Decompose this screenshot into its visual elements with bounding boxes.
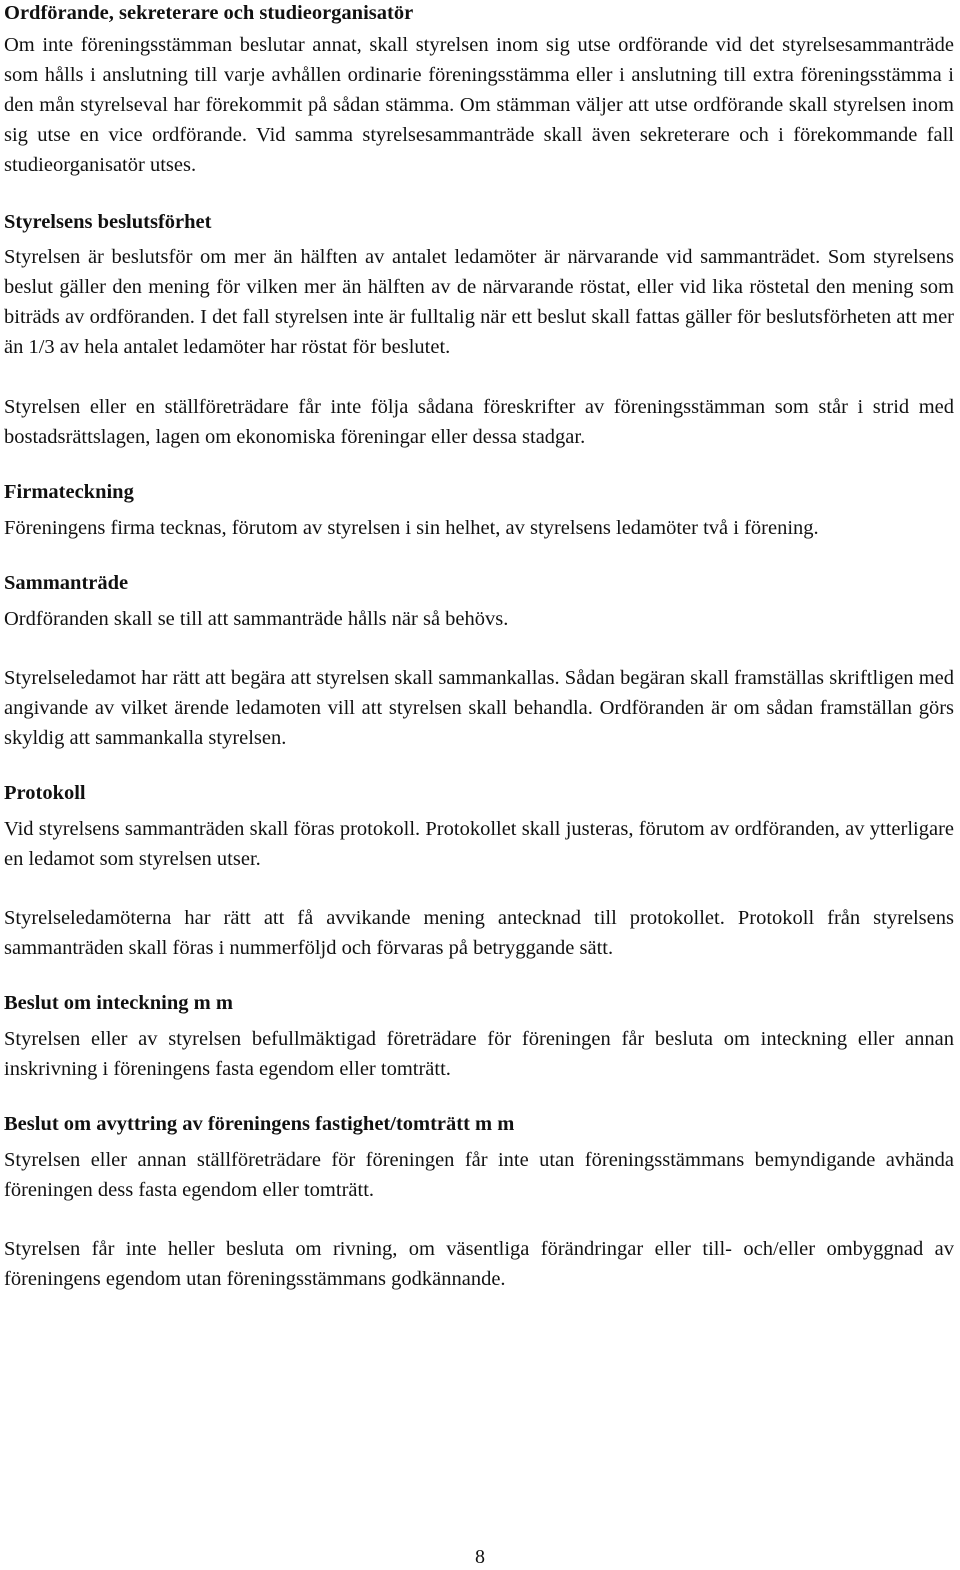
section-ordforande (4, 0, 954, 180)
paragraph: Ordföranden skall se till att sammanträde hålls när så behövs. (4, 608, 509, 630)
section-beslutsforhet (4, 207, 954, 452)
section-heading: Ordförande, sekreterare och studieorganisatör (4, 2, 414, 24)
page-number: 8 (475, 1546, 485, 1568)
section-protokoll (4, 778, 954, 963)
paragraph: Styrelsen eller av styrelsen befullmäktigad företrädare för föreningen får besluta om inteckning eller annan inskrivning i föreningens fasta egendom eller tomträtt. (4, 1028, 954, 1080)
paragraph: Styrelsen får inte heller besluta om rivning, om väsentliga förändringar eller till- och/eller ombyggnad av föreningens egendom utan föreningsstämmans godkännande. (4, 1238, 954, 1290)
section-inteckning (4, 988, 954, 1084)
paragraph: Styrelseledamot har rätt att begära att styrelsen skall sammankallas. Sådan begäran skall framställas skriftligen med angivande av vilket ärende ledamoten vill att styrelsen skall behandla. Ordföranden är om sådan framställan görs skyldig att sammankalla styrelsen. (4, 667, 954, 749)
paragraph: Om inte föreningsstämman beslutar annat, skall styrelsen inom sig utse ordförande vid det styrelsesammanträde som hålls i anslutning till varje avhållen ordinarie föreningsstämma eller i anslutning till extra föreningsstämma i den mån styrelseval har förekommit på sådan stämma. Om stämman väljer att utse ordförande skall styrelsen inom sig utse en vice ordförande. Vid samma styrelsesammanträde skall även sekreterare och i förekommande fall studieorganisatör utses. (4, 34, 954, 176)
section-heading: Beslut om avyttring av föreningens fastighet/tomträtt m m (4, 1113, 515, 1135)
section-sammantrade (4, 568, 954, 753)
paragraph: Styrelseledamöterna har rätt att få avvikande mening antecknad till protokollet. Protokoll från styrelsens sammanträden skall föras i nummerföljd och förvaras på betryggande sätt. (4, 907, 954, 959)
paragraph: Vid styrelsens sammanträden skall föras protokoll. Protokollet skall justeras, förutom av ordföranden, av ytterligare en ledamot som styrelsen utser. (4, 818, 954, 870)
section-avyttring (4, 1109, 954, 1294)
section-heading: Sammanträde (4, 572, 129, 594)
paragraph: Styrelsen eller en ställföreträdare får inte följa sådana föreskrifter av föreningsstämman som står i strid med bostadsrättslagen, lagen om ekonomiska föreningar eller dessa stadgar. (4, 396, 954, 448)
paragraph: Styrelsen eller annan ställföreträdare för föreningen får inte utan föreningsstämmans bemyndigande avhända föreningen dess fasta egendom eller tomträtt. (4, 1149, 954, 1201)
section-heading: Firmateckning (4, 481, 134, 503)
document-page (4, 0, 954, 1294)
section-heading: Beslut om inteckning m m (4, 992, 233, 1014)
paragraph: Styrelsen är beslutsför om mer än hälften av antalet ledamöter är närvarande vid sammanträdet. Som styrelsens beslut gäller den mening för vilken mer än hälften av de närvarande röstat, eller vid lika röstetal den mening som biträds av ordföranden. I det fall styrelsen inte är fulltalig när ett beslut skall fattas gäller för beslutsförheten att mer än 1/3 av hela antalet ledamöter har röstat för beslutet. (4, 246, 954, 358)
section-firmateckning (4, 477, 954, 543)
section-heading: Styrelsens beslutsförhet (4, 211, 212, 233)
paragraph: Föreningens firma tecknas, förutom av styrelsen i sin helhet, av styrelsens ledamöter två i förening. (4, 517, 819, 539)
section-heading: Protokoll (4, 782, 86, 804)
